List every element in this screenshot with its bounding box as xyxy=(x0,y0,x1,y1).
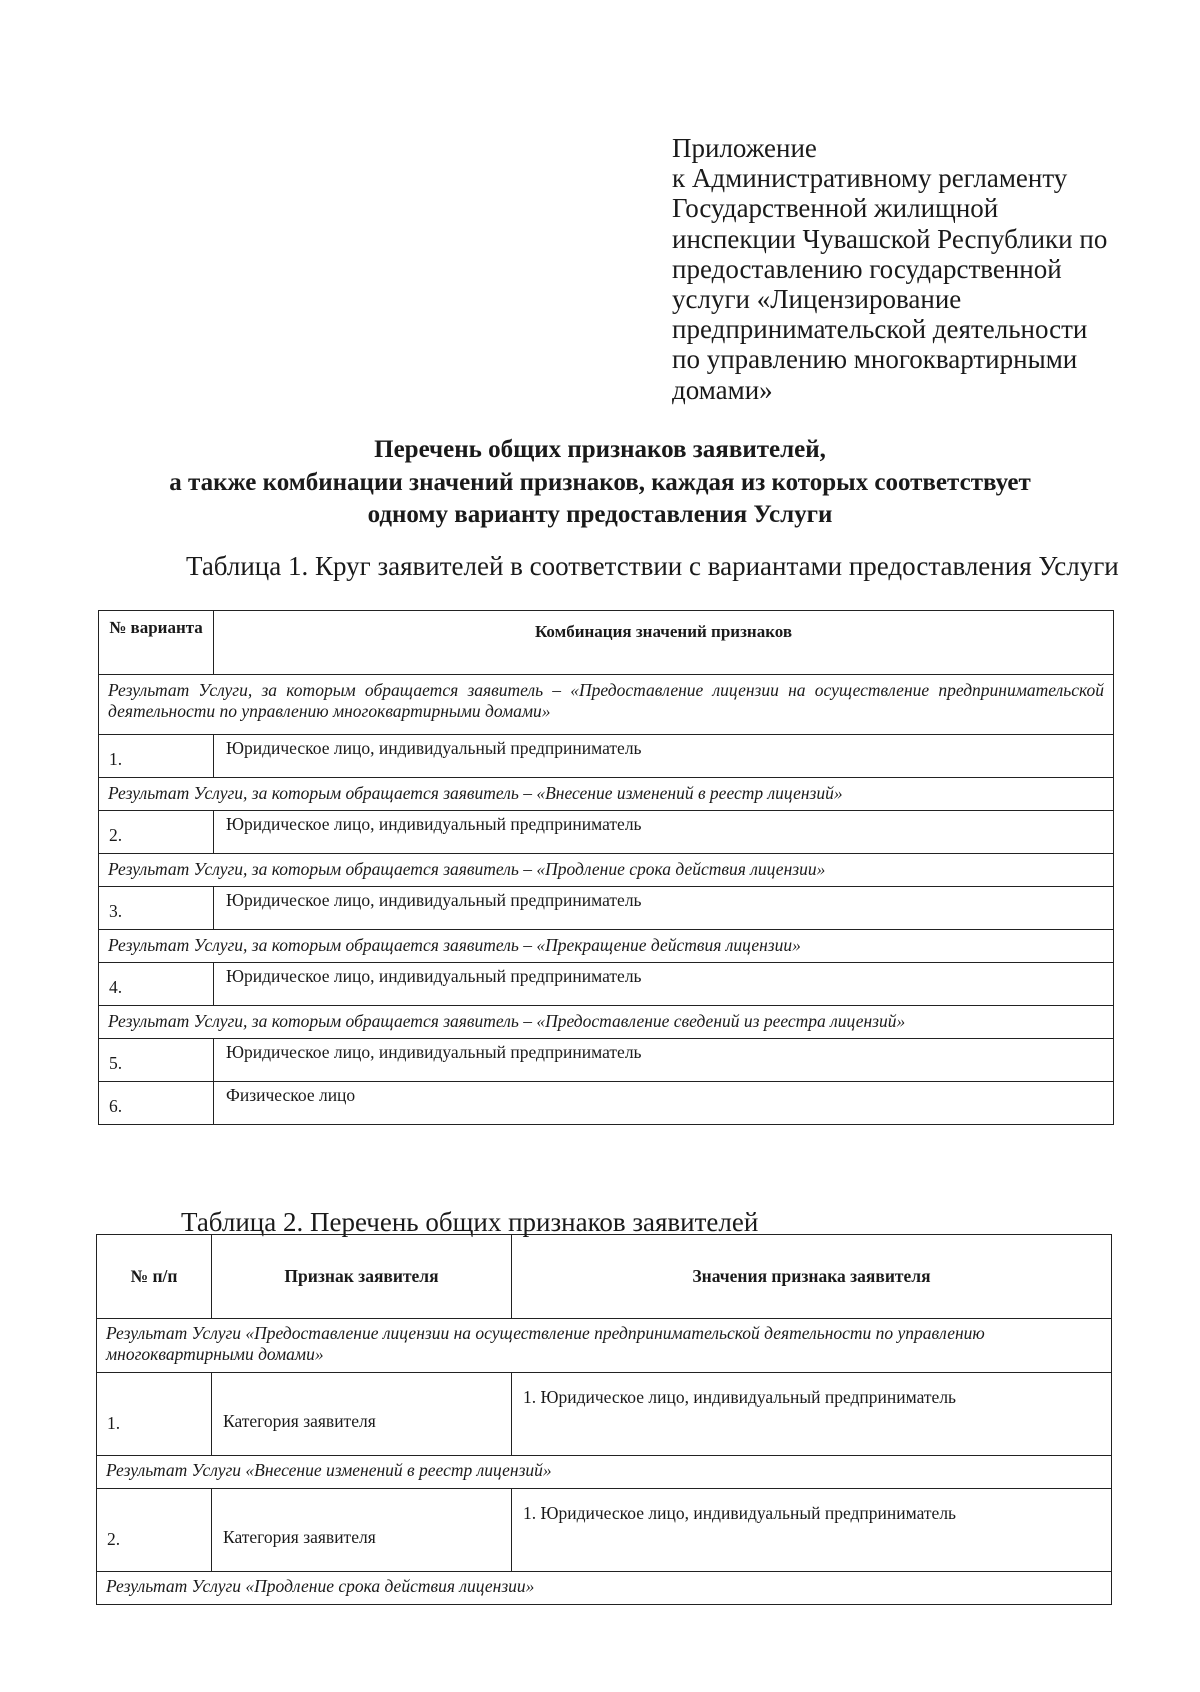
header-combination: Комбинация значений признаков xyxy=(214,611,1114,675)
header-attribute: Признак заявителя xyxy=(212,1235,512,1319)
attribute-name: Категория заявителя xyxy=(212,1489,512,1572)
header-number: № п/п xyxy=(97,1235,212,1319)
annex-line: Государственной жилищной xyxy=(672,193,999,224)
result-row: Результат Услуги, за которым обращается заявитель – «Прекращение действия лицензии» xyxy=(99,930,1114,963)
attribute-name: Категория заявителя xyxy=(212,1373,512,1456)
header-attribute-values: Значения признака заявителя xyxy=(512,1235,1112,1319)
variant-value: Юридическое лицо, индивидуальный предприниматель xyxy=(214,735,1114,778)
result-row: Результат Услуги «Внесение изменений в реестр лицензий» xyxy=(97,1456,1112,1489)
annex-line: предпринимательской деятельности xyxy=(672,314,1088,345)
result-row: Результат Услуги, за которым обращается заявитель – «Продление срока действия лицензии» xyxy=(99,854,1114,887)
annex-line: к Административному регламенту xyxy=(672,163,1068,194)
variant-value: Юридическое лицо, индивидуальный предприниматель xyxy=(214,963,1114,1006)
title-line: одному варианту предоставления Услуги xyxy=(367,501,833,528)
annex-line: по управлению многоквартирными xyxy=(672,344,1078,375)
result-row: Результат Услуги «Предоставление лицензии на осуществление предпринимательской деятельности по управлению многоквартирными домами» xyxy=(97,1319,1112,1373)
table-applicant-variants xyxy=(98,610,1114,1125)
document-title xyxy=(60,434,1140,532)
table1-caption: Таблица 1. Круг заявителей в соответствии с вариантами предоставления Услуги xyxy=(186,551,1119,581)
annex-line: предоставлению государственной xyxy=(672,253,1062,284)
table-applicant-attributes xyxy=(96,1234,1112,1605)
variant-number: 5. xyxy=(99,1039,214,1082)
title-line: а также комбинации значений признаков, каждая из которых соответствует xyxy=(169,468,1031,496)
variant-value: Юридическое лицо, индивидуальный предприниматель xyxy=(214,811,1114,854)
variant-value: Юридическое лицо, индивидуальный предприниматель xyxy=(214,1039,1114,1082)
header-variant-number: № варианта xyxy=(99,611,214,675)
result-row: Результат Услуги, за которым обращается заявитель – «Внесение изменений в реестр лицензий» xyxy=(99,778,1114,811)
annex-line: инспекции Чувашской Республики по xyxy=(672,223,1108,254)
annex-line: Приложение xyxy=(672,133,817,163)
variant-number: 2. xyxy=(99,811,214,854)
row-number: 2. xyxy=(97,1489,212,1572)
result-row: Результат Услуги, за которым обращается заявитель – «Предоставление сведений из реестра лицензий» xyxy=(99,1006,1114,1039)
variant-number: 1. xyxy=(99,735,214,778)
table2-caption: Таблица 2. Перечень общих признаков заявителей xyxy=(181,1207,759,1237)
result-row: Результат Услуги, за которым обращается заявитель – «Предоставление лицензии на осуществление предпринимательской деятельности по управлению многоквартирными домами» xyxy=(99,675,1114,735)
annex-line: услуги «Лицензирование xyxy=(672,284,962,315)
variant-number: 4. xyxy=(99,963,214,1006)
annex-block xyxy=(672,133,1152,405)
row-number: 1. xyxy=(97,1373,212,1456)
title-line: Перечень общих признаков заявителей, xyxy=(374,436,826,463)
variant-number: 3. xyxy=(99,887,214,930)
annex-line: домами» xyxy=(672,374,773,405)
variant-value: Физическое лицо xyxy=(214,1082,1114,1125)
attribute-value: 1. Юридическое лицо, индивидуальный предприниматель xyxy=(512,1373,1112,1456)
variant-value: Юридическое лицо, индивидуальный предприниматель xyxy=(214,887,1114,930)
result-row: Результат Услуги «Продление срока действия лицензии» xyxy=(97,1572,1112,1605)
variant-number: 6. xyxy=(99,1082,214,1125)
attribute-value: 1. Юридическое лицо, индивидуальный предприниматель xyxy=(512,1489,1112,1572)
